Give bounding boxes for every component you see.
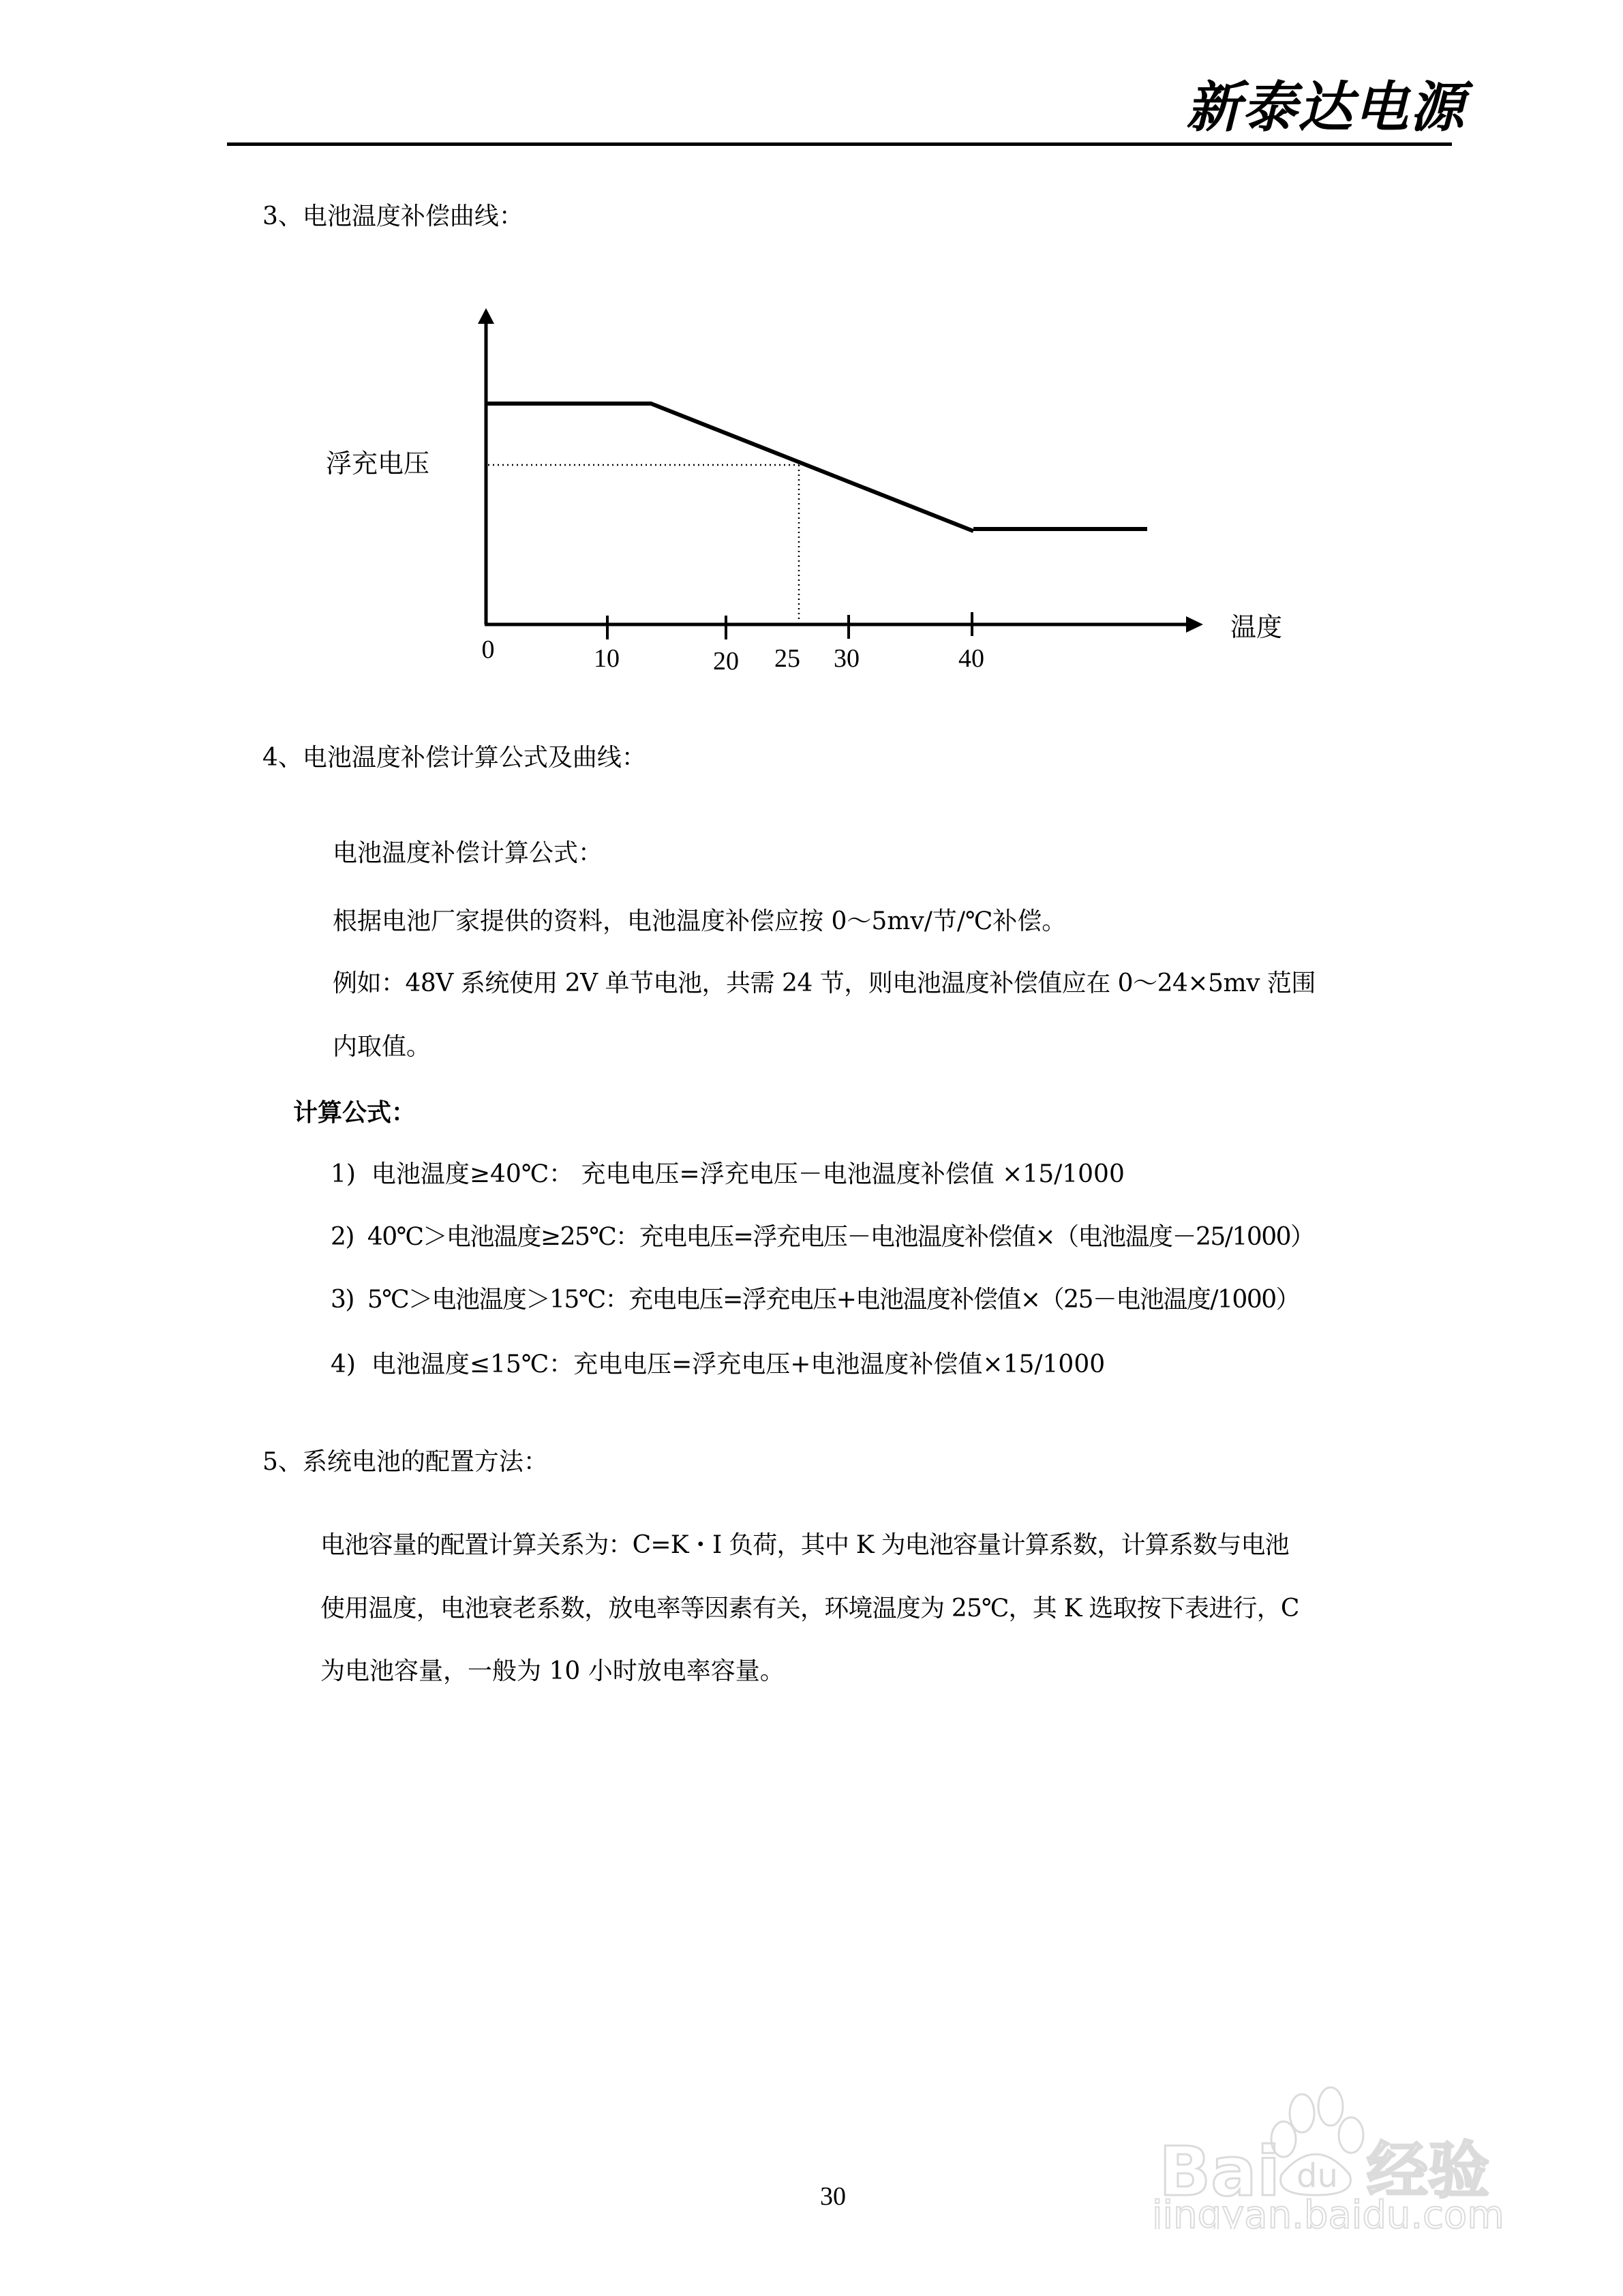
y-axis-label: 浮充电压 — [326, 449, 430, 479]
section5-heading: 5、系统电池的配置方法： — [262, 1448, 548, 1476]
watermark-url: jingyan.baidu.com — [1152, 2193, 1504, 2229]
formula-text: 电池温度≤15℃：充电电压=浮充电压+电池温度补偿值×15/1000 — [371, 1350, 1106, 1378]
watermark-logo-cn: 经验 — [1367, 2135, 1489, 2207]
formula-text: 5℃＞电池温度＞15℃：充电电压=浮充电压+电池温度补偿值×（25－电池温度/1000） — [367, 1286, 1300, 1314]
x-tick-label-20: 20 — [713, 647, 739, 676]
page-number: 30 — [820, 2182, 846, 2211]
section4-para2-line2: 内取值。 — [333, 1033, 431, 1061]
section4-subheading: 电池温度补偿计算公式： — [333, 839, 603, 867]
x-tick-label-30: 30 — [834, 644, 860, 673]
x-axis-label: 温度 — [1230, 612, 1283, 642]
x-axis-arrow-icon — [1186, 616, 1203, 633]
x-tick-label-25: 25 — [774, 644, 800, 673]
formula-num: 2) — [331, 1223, 354, 1251]
formula-item-4 — [331, 1350, 1106, 1378]
section4-para1: 根据电池厂家提供的资料，电池温度补偿应按 0～5mv/节/℃补偿。 — [333, 907, 1067, 935]
temperature-compensation-chart — [0, 0, 1623, 716]
x-tick-label-10: 10 — [594, 644, 620, 673]
section5-line-1: 电池容量的配置计算关系为：C=K・I 负荷，其中 K 为电池容量计算系数，计算系数与电池 — [320, 1531, 1289, 1559]
y-axis-arrow-icon — [478, 308, 494, 324]
section3-heading: 3、电池温度补偿曲线： — [262, 202, 524, 230]
paw-toe-icon — [1318, 2087, 1343, 2126]
paw-toe-icon — [1339, 2117, 1363, 2153]
x-tick-label-40: 40 — [958, 644, 984, 673]
formula-title: 计算公式： — [293, 1099, 416, 1127]
watermark-logo-paw-text: du — [1296, 2157, 1338, 2195]
formula-item-2 — [331, 1225, 1314, 1250]
x-tick-label-0: 0 — [481, 635, 495, 664]
section4-para2-line1: 例如：48V 系统使用 2V 单节电池，共需 24 节，则电池温度补偿值应在 0～24×5mv 范围 — [333, 969, 1316, 997]
watermark-logo-text: Bai — [1159, 2132, 1280, 2211]
formula-item-1 — [331, 1162, 1125, 1187]
formula-text: 40℃＞电池温度≥25℃：充电电压=浮充电压－电池温度补偿值×（电池温度－25/1000） — [367, 1223, 1314, 1251]
formula-num: 1) — [331, 1160, 356, 1188]
header-brand: 新泰达电源 — [1186, 76, 1466, 139]
section5-line-3: 为电池容量，一般为 10 小时放电率容量。 — [320, 1657, 785, 1685]
formula-text: 电池温度≥40℃： 充电电压=浮充电压－电池温度补偿值 ×15/1000 — [371, 1160, 1125, 1188]
formula-num: 3) — [331, 1286, 354, 1314]
compensation-curve-slope — [486, 404, 973, 531]
section4-heading: 4、电池温度补偿计算公式及曲线： — [262, 744, 646, 772]
section5-line-2: 使用温度，电池衰老系数，放电率等因素有关，环境温度为 25℃，其 K 选取按下表进行，C — [320, 1595, 1299, 1622]
baidu-jingyan-watermark — [1145, 2052, 1527, 2233]
formula-item-3 — [331, 1288, 1299, 1312]
formula-num: 4) — [331, 1350, 356, 1378]
